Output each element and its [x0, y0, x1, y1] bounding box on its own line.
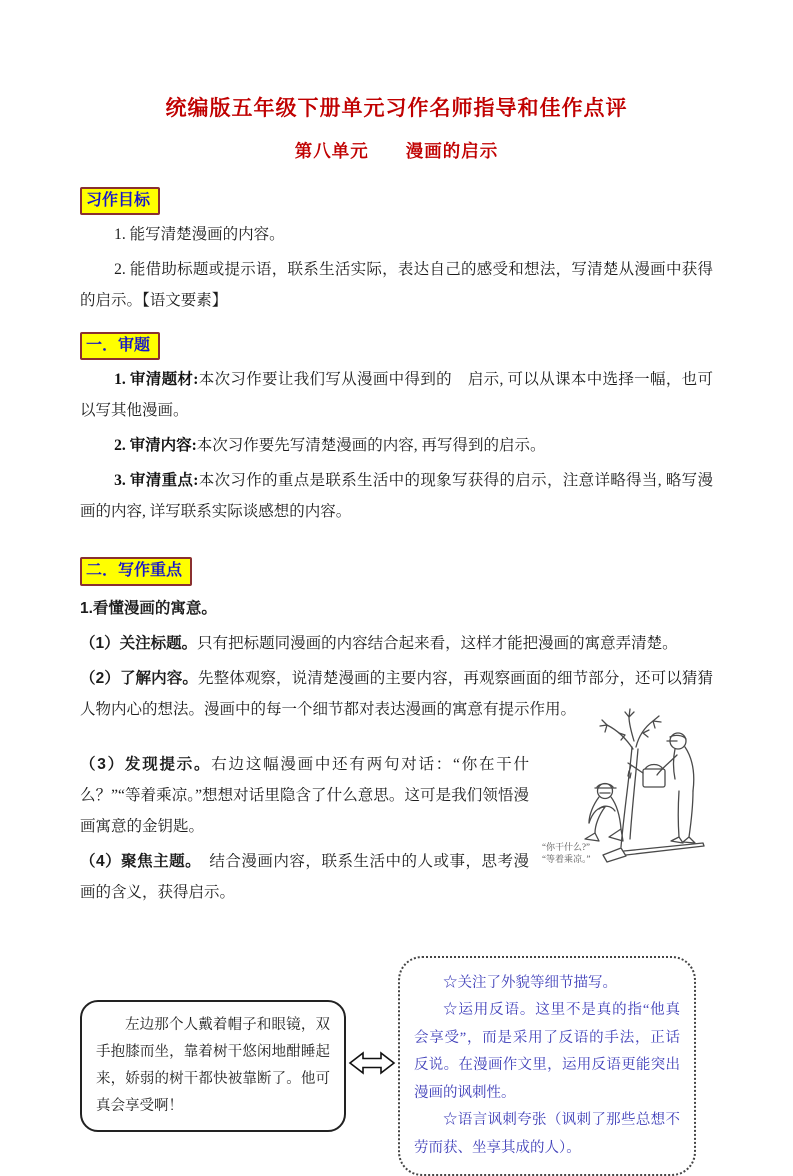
badge-section-shenti: 一．审题 [80, 332, 160, 360]
point-text: 先整体观察，说清楚漫画的主要内容，再观察画面的细节部分，还可以猜猜人物内心的想法。漫画中的每一个细节都对表达漫画的寓意有提示作用。 [80, 669, 713, 718]
comic-illustration [541, 707, 713, 869]
unit-title: 第八单元 漫画的启示 [294, 141, 499, 161]
point-text: 结合漫画内容，联系生活中的人或事，思考漫画的含义，获得启示。 [80, 852, 529, 901]
review-paragraph [80, 364, 713, 426]
comic-caption-line2: “等着乘凉。” [542, 853, 591, 864]
review-text: 本次习作的重点是联系生活中的现象写获得的启示，注意详略得当, 略写漫画的内容, 详写联系实际谈感想的内容。 [80, 472, 713, 521]
review-text: 本次习作要让我们写从漫画中得到的 启示, 可以从课本中选择一幅，也可以写其他漫画。 [80, 371, 713, 420]
sitting-man-head [598, 783, 613, 798]
point-text: 右边这幅漫画中还有两句对话：“你在干什么？”“等着乘凉。”想想对话里隐含了什么意思。这可是我们领悟漫画寓意的金钥匙。 [80, 755, 529, 835]
comment-item: ☆运用反语。这里不是真的指“他真会享受”，而是采用了反语的手法，正话反说。在漫画作文里，运用反语更能突出漫画的讽刺性。 [414, 1002, 680, 1101]
writing-heading: 1.看懂漫画的寓意。 [80, 599, 217, 617]
shovel-blade [603, 848, 626, 862]
review-lead: 3. 审清重点: [114, 472, 199, 490]
page-title: 统编版五年级下册单元习作名师指导和佳作点评 [165, 97, 628, 120]
point-lead: （3）发现提示。 [80, 755, 212, 773]
comic-caption-line1: “你干什么?” [542, 841, 590, 852]
point-text: 只有把标题同漫画的内容结合起来看，这样才能把漫画的寓意弄清楚。 [197, 634, 678, 652]
review-lead: 2. 审清内容: [114, 437, 197, 455]
point-lead: （4）聚焦主题。 [80, 852, 194, 870]
review-paragraph [80, 430, 713, 461]
example-sentence-text: 左边那个人戴着帽子和眼镜，双手抱膝而坐，靠着树干悠闲地酣睡起来，娇弱的树干都快被靠断了。他可真会享受啊！ [96, 1016, 330, 1114]
comment-item: ☆语言讽刺夸张（讽刺了那些总想不劳而获、坐享其成的人）。 [414, 1112, 680, 1156]
point-lead: （1）关注标题。 [80, 634, 198, 652]
badge-section-writing-points: 二．写作重点 [80, 557, 192, 585]
review-text: 本次习作要先写清楚漫画的内容, 再写得到的启示。 [196, 437, 546, 455]
example-and-comments [80, 956, 713, 1176]
watering-can [643, 769, 665, 787]
review-paragraph [80, 465, 713, 527]
writing-point [80, 628, 713, 659]
goal-item: 2. 能借助标题或提示语，联系生活实际，表达自己的感受和想法，写清楚从漫画中获得的启示。【语文要素】 [80, 261, 713, 310]
point-lead: （2）了解内容。 [80, 669, 198, 687]
comment-item: ☆关注了外貌等细节描写。 [443, 974, 617, 991]
example-sentence-bubble [80, 1000, 346, 1132]
review-lead: 1. 审清题材: [114, 371, 199, 389]
goal-item: 1. 能写清楚漫画的内容。 [114, 226, 285, 244]
teacher-comments-bubble [398, 956, 696, 1176]
badge-writing-goal: 习作目标 [80, 187, 160, 215]
double-arrow-icon [348, 1046, 396, 1085]
